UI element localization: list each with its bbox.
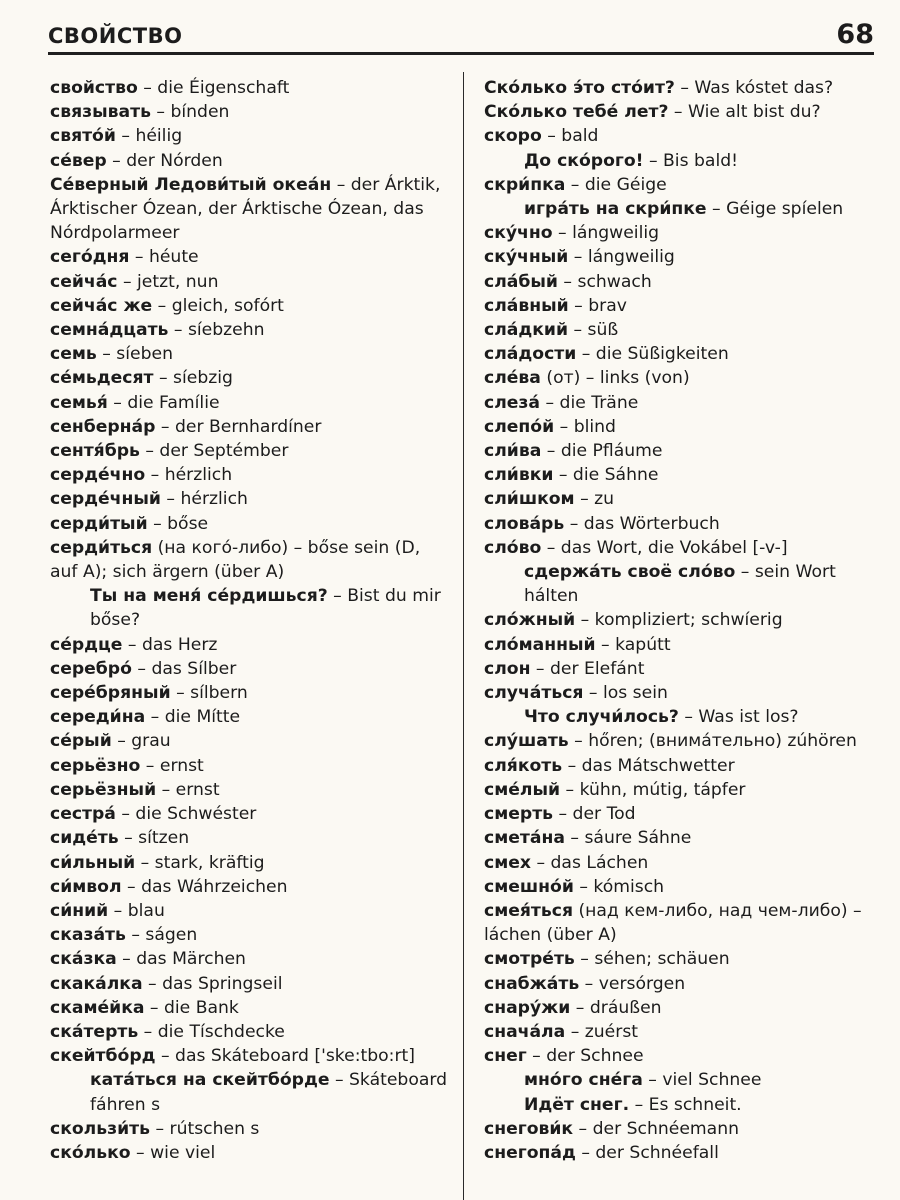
dictionary-entry [50, 778, 448, 802]
dictionary-entry [50, 802, 448, 826]
translation: – kompliziert; schwíerig [575, 610, 783, 631]
headword: семна́дцать [50, 320, 169, 341]
translation: – zu [574, 489, 615, 510]
translation: – bald [541, 126, 599, 147]
translation: – Géige spíelen [706, 199, 844, 220]
headword: серьёзный [50, 779, 157, 800]
headword: ката́ться на скейтбо́рде [90, 1070, 330, 1091]
headword: си́льный [50, 852, 136, 873]
translation: – die Tíschdecke [138, 1021, 285, 1042]
headword: сла́вный [484, 295, 569, 316]
headword: ску́чно [484, 223, 553, 244]
translation: – kühn, mútig, tápfer [560, 779, 746, 800]
headword: снару́жи [484, 997, 571, 1018]
translation: (на кого́-либо) – bőse sein (D, auf A); sich ärgern (über A) [50, 537, 421, 583]
translation: – das Wort, die Vokábel [-v-] [541, 537, 788, 558]
translation: – Bis bald! [643, 150, 739, 171]
headword: снегопа́д [484, 1142, 576, 1163]
dictionary-entry [484, 875, 876, 899]
dictionary-entry [50, 124, 448, 148]
headword: слеза́ [484, 392, 541, 413]
translation: – Bist du mir bőse? [90, 586, 441, 631]
headword: сли́вки [484, 465, 554, 486]
headword: сла́бый [484, 271, 558, 292]
headword: серебро́ [50, 658, 132, 679]
dictionary-entry [484, 487, 876, 511]
headword: сло́манный [484, 634, 596, 655]
running-head: СВОЙСТВО [48, 24, 183, 48]
headword: сло́жный [484, 610, 576, 631]
dictionary-entry [484, 366, 876, 390]
translation: – der Árktik, Árktischer Ózean, der Árktische Ózean, das Nórdpolarmeer [50, 174, 441, 244]
right-column [484, 76, 876, 1196]
headword: случа́ться [484, 683, 584, 704]
dictionary-entry [484, 536, 876, 560]
headword: скака́лка [50, 973, 143, 994]
translation: – versórgen [579, 973, 686, 994]
translation: – brav [568, 295, 627, 316]
translation: – die Éigenschaft [137, 78, 290, 98]
translation: – die Träne [540, 392, 639, 413]
headword: сере́бряный [50, 683, 171, 704]
dictionary-subentry [484, 1068, 876, 1092]
translation: – héute [129, 247, 199, 268]
headword: ска́терть [50, 1021, 139, 1042]
translation: – das Märchen [116, 949, 246, 970]
translation: – der Bernhardíner [155, 416, 322, 437]
headword: Ско́лько э́то сто́ит? [484, 78, 675, 98]
headword: сля́коть [484, 755, 563, 776]
translation: – bőse [147, 513, 209, 534]
dictionary-entry [50, 826, 448, 850]
translation: – die Bank [144, 997, 239, 1018]
dictionary-entry [484, 294, 876, 318]
headword: скоро [484, 126, 542, 147]
translation: – grau [111, 731, 171, 752]
headword: слон [484, 658, 531, 679]
translation: – blau [108, 900, 165, 921]
headword: игра́ть на скри́пке [524, 199, 707, 220]
dictionary-subentry [484, 197, 876, 221]
dictionary-entry [484, 270, 876, 294]
translation: – die Sáhne [553, 465, 659, 486]
headword: До ско́рого! [524, 150, 644, 171]
dictionary-entry [50, 681, 448, 705]
dictionary-entry [50, 947, 448, 971]
dictionary-entry [484, 947, 876, 971]
dictionary-subentry [484, 560, 876, 608]
translation: – süß [568, 320, 619, 341]
dictionary-subentry [50, 584, 448, 632]
headword: снег [484, 1046, 527, 1067]
dictionary-entry [50, 705, 448, 729]
dictionary-entry [50, 294, 448, 318]
dictionary-entry [484, 318, 876, 342]
dictionary-entry [484, 899, 876, 947]
translation: – Was kóstet das? [674, 78, 834, 98]
translation: – sáure Sáhne [564, 828, 692, 849]
translation: – Skáteboard fáhren s [90, 1070, 448, 1115]
dictionary-subentry [484, 1093, 876, 1117]
headword: слу́шать [484, 731, 569, 752]
headword: слова́рь [484, 513, 565, 534]
translation: – der Schnéemann [573, 1118, 739, 1139]
headword: сло́во [484, 537, 542, 558]
headword: семь [50, 344, 97, 365]
headword: се́вер [50, 150, 107, 171]
headword: Се́верный Ледови́тый океа́н [50, 174, 332, 195]
translation: – bínden [150, 102, 230, 123]
headword: свято́й [50, 126, 116, 147]
dictionary-entry [484, 657, 876, 681]
translation: – das Wörterbuch [564, 513, 720, 534]
translation: – sílbern [170, 683, 248, 704]
translation: – das Herz [122, 634, 218, 655]
headword: Идёт снег. [524, 1094, 630, 1115]
headword: сказа́ть [50, 925, 126, 946]
dictionary-entry [484, 439, 876, 463]
headword: слепо́й [484, 416, 555, 437]
dictionary-entry [484, 124, 876, 148]
dictionary-entry [484, 972, 876, 996]
headword: сейча́с же [50, 295, 153, 316]
dictionary-entry [50, 342, 448, 366]
translation: – síeben [96, 344, 173, 365]
dictionary-entry [484, 754, 876, 778]
headword: мно́го сне́га [524, 1070, 643, 1091]
headword: смерть [484, 804, 554, 825]
translation: – Es schneit. [629, 1094, 742, 1115]
dictionary-entry [50, 996, 448, 1020]
dictionary-entry [50, 415, 448, 439]
translation: – das Springseil [142, 973, 283, 994]
headword: смета́на [484, 828, 565, 849]
translation: – séhen; schäuen [574, 949, 730, 970]
translation: – dráußen [570, 997, 662, 1018]
page-header [48, 14, 874, 55]
translation: – Wie alt bist du? [668, 102, 821, 123]
translation: – der Tod [553, 804, 636, 825]
dictionary-entry [50, 899, 448, 923]
dictionary-entry [50, 754, 448, 778]
translation: – ernst [156, 779, 220, 800]
dictionary-entry [50, 173, 448, 246]
translation: – rútschen s [149, 1118, 260, 1139]
dictionary-entry [484, 996, 876, 1020]
headword: Ско́лько тебе́ лет? [484, 102, 669, 123]
dictionary-entry [484, 173, 876, 197]
headword: сли́шком [484, 489, 575, 510]
translation: – lángweilig [552, 223, 660, 244]
translation: – der Nórden [106, 150, 223, 171]
dictionary-entry [484, 851, 876, 875]
dictionary-entry [484, 1141, 876, 1165]
translation: – das Sílber [131, 658, 237, 679]
translation: – ernst [140, 755, 204, 776]
dictionary-entry [50, 76, 448, 100]
translation: – ságen [125, 925, 198, 946]
dictionary-entry [50, 318, 448, 342]
headword: сейча́с [50, 271, 118, 292]
dictionary-entry [50, 439, 448, 463]
headword: си́ний [50, 900, 109, 921]
translation: – das Wáhrzeichen [121, 876, 288, 897]
dictionary-entry [484, 1117, 876, 1141]
dictionary-entry [484, 608, 876, 632]
dictionary-entry [50, 1044, 448, 1068]
headword: снача́ла [484, 1021, 566, 1042]
translation: – lángweilig [568, 247, 675, 268]
dictionary-entry [484, 778, 876, 802]
translation: – die Mítte [145, 707, 241, 728]
dictionary-entry [50, 245, 448, 269]
dictionary-entry [484, 342, 876, 366]
translation: – sein Wort hálten [524, 562, 836, 607]
translation: – das Skáteboard ['ske:tbo:rt] [155, 1046, 415, 1067]
dictionary-entry [50, 149, 448, 173]
dictionary-entry [484, 391, 876, 415]
translation: – sítzen [118, 828, 190, 849]
headword: сла́дости [484, 344, 577, 365]
translation: – kómisch [573, 876, 665, 897]
dictionary-entry [50, 463, 448, 487]
translation: – die Pfláume [541, 441, 663, 462]
translation: – síebzehn [168, 320, 265, 341]
translation: – die Famílie [107, 392, 220, 413]
headword: сентя́брь [50, 441, 140, 462]
dictionary-entry [484, 221, 876, 245]
translation: – viel Schnee [642, 1070, 762, 1091]
dictionary-entry [50, 512, 448, 536]
dictionary-entry [50, 487, 448, 511]
headword: смотре́ть [484, 949, 575, 970]
headword: серде́чно [50, 465, 146, 486]
dictionary-entry [50, 1020, 448, 1044]
headword: середи́на [50, 707, 146, 728]
headword: ска́зка [50, 949, 117, 970]
dictionary-entry [50, 657, 448, 681]
translation: – héilig [115, 126, 183, 147]
headword: скаме́йка [50, 997, 145, 1018]
dictionary-entry [484, 463, 876, 487]
translation: – das Láchen [530, 852, 649, 873]
headword: серди́ться [50, 537, 153, 558]
dictionary-entry [50, 972, 448, 996]
headword: серьёзно [50, 755, 141, 776]
headword: серде́чный [50, 489, 161, 510]
translation: – die Géige [565, 174, 667, 195]
dictionary-entry [50, 633, 448, 657]
headword: скользи́ть [50, 1118, 150, 1139]
translation: – die Süßigkeiten [576, 344, 729, 365]
translation: – der Elefánt [530, 658, 645, 679]
headword: се́рый [50, 731, 112, 752]
translation: – schwach [557, 271, 652, 292]
dictionary-entry [484, 76, 876, 100]
dictionary-entry [484, 1044, 876, 1068]
translation: – jetzt, nun [117, 271, 219, 292]
dictionary-entry [484, 512, 876, 536]
translation: – síebzig [153, 368, 233, 389]
headword: снегови́к [484, 1118, 574, 1139]
page-number: 68 [836, 19, 874, 50]
dictionary-entry [50, 536, 448, 584]
translation: – Was ist los? [678, 707, 799, 728]
headword: се́рдце [50, 634, 123, 655]
translation: – kapútt [595, 634, 671, 655]
headword: сдержа́ть своё сло́во [524, 562, 736, 583]
headword: Ты на меня́ се́рдишься? [90, 586, 328, 607]
dictionary-entry [484, 729, 876, 753]
translation: – gleich, sofórt [152, 295, 284, 316]
headword: связывать [50, 102, 151, 123]
translation: – hérzlich [160, 489, 248, 510]
dictionary-subentry [50, 1068, 448, 1116]
headword: сиде́ть [50, 828, 119, 849]
dictionary-entry [484, 100, 876, 124]
headword: снабжа́ть [484, 973, 580, 994]
translation: – der Schnee [526, 1046, 644, 1067]
dictionary-entry [50, 270, 448, 294]
headword: ску́чный [484, 247, 569, 268]
dictionary-entry [484, 826, 876, 850]
headword: сле́ва [484, 368, 541, 389]
headword: скри́пка [484, 174, 566, 195]
left-column [50, 76, 448, 1196]
headword: серди́тый [50, 513, 148, 534]
headword: сенберна́р [50, 416, 156, 437]
translation: – der Schnéefall [575, 1142, 719, 1163]
headword: сего́дня [50, 247, 130, 268]
dictionary-entry [50, 366, 448, 390]
headword: сли́ва [484, 441, 542, 462]
dictionary-entry [50, 1117, 448, 1141]
translation: – blind [554, 416, 616, 437]
column-divider [463, 72, 464, 1200]
translation: (от) – links (von) [540, 368, 690, 389]
headword: си́мвол [50, 876, 122, 897]
dictionary-entry [484, 1020, 876, 1044]
translation: – los sein [583, 683, 668, 704]
headword: Что случи́лось? [524, 707, 679, 728]
dictionary-entry [50, 100, 448, 124]
dictionary-entry [50, 875, 448, 899]
translation: – stark, kräftig [135, 852, 265, 873]
translation: – wie viel [130, 1142, 216, 1163]
translation: – das Mátschwetter [562, 755, 735, 776]
dictionary-subentry [484, 705, 876, 729]
dictionary-entry [484, 245, 876, 269]
headword: смешно́й [484, 876, 574, 897]
dictionary-entry [50, 1141, 448, 1165]
headword: сме́лый [484, 779, 561, 800]
dictionary-entry [484, 681, 876, 705]
dictionary-subentry [484, 149, 876, 173]
headword: сестра́ [50, 804, 116, 825]
dictionary-entry [50, 391, 448, 415]
dictionary-entry [50, 923, 448, 947]
headword: смея́ться [484, 900, 573, 921]
translation: – die Schwéster [115, 804, 257, 825]
dictionary-entry [50, 729, 448, 753]
headword: семья́ [50, 392, 108, 413]
translation: – der Septémber [139, 441, 289, 462]
translation: – zuérst [565, 1021, 639, 1042]
dictionary-entry [484, 415, 876, 439]
headword: смех [484, 852, 531, 873]
headword: сла́дкий [484, 320, 569, 341]
dictionary-entry [484, 633, 876, 657]
headword: ско́лько [50, 1142, 131, 1163]
dictionary-entry [50, 851, 448, 875]
translation: – hőren; (внима́тельно) zúhören [568, 731, 857, 752]
translation: (над кем-либо, над чем-либо) – láchen (über A) [484, 900, 862, 946]
dictionary-entry [484, 802, 876, 826]
headword: се́мьдесят [50, 368, 154, 389]
headword: скейтбо́рд [50, 1046, 156, 1067]
translation: – hérzlich [145, 465, 233, 486]
headword: свойство [50, 78, 138, 98]
